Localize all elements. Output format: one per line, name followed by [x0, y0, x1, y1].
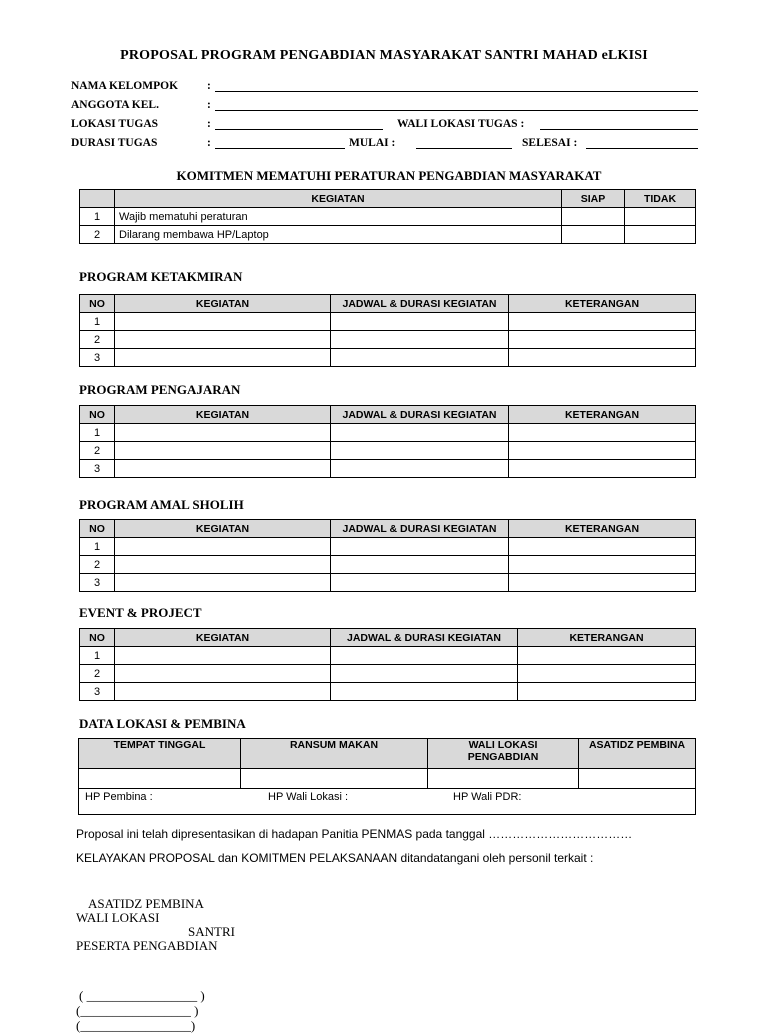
- kegiatan-cell[interactable]: [115, 460, 331, 478]
- jadwal-cell[interactable]: [331, 424, 509, 442]
- keterangan-cell[interactable]: [509, 538, 696, 556]
- komitmen-title: KOMITMEN MEMATUHI PERATURAN PENGABDIAN MASYARAKAT: [176, 168, 602, 183]
- kegiatan-cell[interactable]: [115, 574, 331, 592]
- kegiatan-cell[interactable]: [115, 683, 331, 701]
- nama-kelompok-label: NAMA KELOMPOK: [71, 80, 179, 92]
- header-jadwal: JADWAL & DURASI KEGIATAN: [331, 629, 518, 647]
- lokasi-field[interactable]: [215, 118, 383, 130]
- approval-statement: KELAYAKAN PROPOSAL dan KOMITMEN PELAKSANAAN ditandatangani oleh personil terkait :: [76, 851, 594, 865]
- jadwal-cell[interactable]: [331, 460, 509, 478]
- anggota-label: ANGGOTA KEL.: [71, 99, 159, 111]
- table-row: [80, 683, 696, 701]
- nama-kelompok-field[interactable]: [215, 80, 698, 92]
- header-jadwal: JADWAL & DURASI KEGIATAN: [331, 520, 509, 538]
- signatory-asatidz: ASATIDZ PEMBINA: [88, 896, 204, 911]
- durasi-label: DURASI TUGAS: [71, 137, 158, 149]
- header-tidak: TIDAK: [625, 190, 696, 208]
- pengajaran-title: PROGRAM PENGAJARAN: [79, 382, 241, 397]
- header-kegiatan: KEGIATAN: [115, 629, 331, 647]
- hp-pembina-label: HP Pembina :: [85, 791, 153, 803]
- kegiatan-cell: Dilarang membawa HP/Laptop: [115, 226, 562, 244]
- table-row: [80, 665, 696, 683]
- selesai-field[interactable]: [586, 137, 698, 149]
- row-number: 1: [80, 208, 115, 226]
- table-row: [80, 226, 696, 244]
- header-kegiatan: KEGIATAN: [115, 520, 331, 538]
- signature-line[interactable]: (_________________): [76, 1018, 196, 1033]
- table-row: [80, 460, 696, 478]
- table-row: [80, 647, 696, 665]
- header-keterangan: KETERANGAN: [509, 520, 696, 538]
- header-asatidz-pembina: ASATIDZ PEMBINA: [579, 739, 696, 769]
- ransum-makan-cell[interactable]: [241, 769, 428, 789]
- event-table: [79, 628, 696, 701]
- table-row: [80, 424, 696, 442]
- row-number: 1: [80, 313, 115, 331]
- row-number: 3: [80, 683, 115, 701]
- header-kegiatan: KEGIATAN: [115, 295, 331, 313]
- colon: :: [207, 99, 211, 111]
- row-number: 1: [80, 424, 115, 442]
- jadwal-cell[interactable]: [331, 349, 509, 367]
- lokasi-label: LOKASI TUGAS: [71, 118, 159, 130]
- kegiatan-cell[interactable]: [115, 313, 331, 331]
- durasi-field[interactable]: [215, 137, 345, 149]
- amal-title: PROGRAM AMAL SHOLIH: [79, 497, 244, 512]
- kegiatan-cell[interactable]: [115, 647, 331, 665]
- keterangan-cell[interactable]: [509, 349, 696, 367]
- kegiatan-cell: Wajib mematuhi peraturan: [115, 208, 562, 226]
- wali-lokasi-cell[interactable]: [428, 769, 579, 789]
- lokasi-row: [71, 118, 701, 134]
- table-row: [80, 208, 696, 226]
- signature-line[interactable]: (_________________ ): [76, 1003, 199, 1018]
- jadwal-cell[interactable]: [331, 683, 518, 701]
- kegiatan-cell[interactable]: [115, 556, 331, 574]
- document-title: PROPOSAL PROGRAM PENGABDIAN MASYARAKAT SANTRI MAHAD eLKISI: [120, 48, 648, 63]
- tidak-cell[interactable]: [625, 226, 696, 244]
- row-number: 3: [80, 349, 115, 367]
- header-kegiatan: KEGIATAN: [115, 406, 331, 424]
- header-no: NO: [80, 520, 115, 538]
- colon: :: [207, 137, 211, 149]
- signatory-santri: SANTRI: [188, 924, 235, 939]
- hp-row: [79, 789, 696, 815]
- keterangan-cell[interactable]: [518, 665, 696, 683]
- row-number: 3: [80, 574, 115, 592]
- hp-wali-lokasi-label: HP Wali Lokasi :: [268, 791, 349, 803]
- header-ransum-makan: RANSUM MAKAN: [241, 739, 428, 769]
- keterangan-cell[interactable]: [518, 647, 696, 665]
- kegiatan-cell[interactable]: [115, 538, 331, 556]
- ketakmiran-table: [79, 294, 696, 367]
- wali-lokasi-field[interactable]: [540, 118, 698, 130]
- jadwal-cell[interactable]: [331, 574, 509, 592]
- keterangan-cell[interactable]: [509, 313, 696, 331]
- jadwal-cell[interactable]: [331, 331, 509, 349]
- header-no: NO: [80, 295, 115, 313]
- header-kegiatan: KEGIATAN: [115, 190, 562, 208]
- keterangan-cell[interactable]: [509, 556, 696, 574]
- header-keterangan: KETERANGAN: [518, 629, 696, 647]
- ketakmiran-title: PROGRAM KETAKMIRAN: [79, 269, 243, 284]
- lokasi-pembina-table: [78, 738, 696, 815]
- header-keterangan: KETERANGAN: [509, 295, 696, 313]
- jadwal-cell[interactable]: [331, 556, 509, 574]
- siap-cell[interactable]: [562, 226, 625, 244]
- row-number: 3: [80, 460, 115, 478]
- table-row: [79, 789, 696, 815]
- header-no-empty: [80, 190, 115, 208]
- jadwal-cell[interactable]: [331, 538, 509, 556]
- tempat-tinggal-cell[interactable]: [79, 769, 241, 789]
- header-no: NO: [80, 406, 115, 424]
- event-title: EVENT & PROJECT: [79, 605, 202, 620]
- table-row: [79, 769, 696, 789]
- siap-cell[interactable]: [562, 208, 625, 226]
- jadwal-cell[interactable]: [331, 313, 509, 331]
- wali-lokasi-label: WALI LOKASI TUGAS :: [397, 118, 525, 130]
- anggota-row: [71, 99, 701, 115]
- anggota-field[interactable]: [215, 99, 698, 111]
- nama-kelompok-row: [71, 80, 701, 96]
- mulai-field[interactable]: [416, 137, 512, 149]
- row-number: 2: [80, 556, 115, 574]
- table-row: [80, 538, 696, 556]
- hp-wali-pdr-label: HP Wali PDR:: [453, 791, 522, 803]
- colon: :: [207, 80, 211, 92]
- signature-line[interactable]: ( _________________ ): [79, 988, 205, 1003]
- komitmen-table: [79, 189, 696, 244]
- asatidz-pembina-cell[interactable]: [579, 769, 696, 789]
- row-number: 1: [80, 647, 115, 665]
- header-siap: SIAP: [562, 190, 625, 208]
- row-number: 2: [80, 331, 115, 349]
- keterangan-cell[interactable]: [509, 574, 696, 592]
- header-wali-lokasi: WALI LOKASI PENGABDIAN: [428, 739, 579, 769]
- row-number: 1: [80, 538, 115, 556]
- kegiatan-cell[interactable]: [115, 665, 331, 683]
- presentation-statement: Proposal ini telah dipresentasikan di hadapan Panitia PENMAS pada tanggal ………………………………: [76, 827, 633, 841]
- table-row: [80, 556, 696, 574]
- selesai-label: SELESAI :: [522, 137, 578, 149]
- kegiatan-cell[interactable]: [115, 424, 331, 442]
- kegiatan-cell[interactable]: [115, 349, 331, 367]
- lokasi-pembina-title: DATA LOKASI & PEMBINA: [79, 716, 246, 731]
- keterangan-cell[interactable]: [509, 442, 696, 460]
- table-row: [80, 574, 696, 592]
- table-row: [80, 313, 696, 331]
- colon: :: [207, 118, 211, 130]
- keterangan-cell[interactable]: [509, 460, 696, 478]
- jadwal-cell[interactable]: [331, 442, 509, 460]
- keterangan-cell[interactable]: [509, 331, 696, 349]
- tidak-cell[interactable]: [625, 208, 696, 226]
- jadwal-cell[interactable]: [331, 647, 518, 665]
- row-number: 2: [80, 665, 115, 683]
- durasi-row: [71, 137, 701, 153]
- jadwal-cell[interactable]: [331, 665, 518, 683]
- mulai-label: MULAI :: [349, 137, 396, 149]
- header-tempat-tinggal: TEMPAT TINGGAL: [79, 739, 241, 769]
- kegiatan-cell[interactable]: [115, 442, 331, 460]
- row-number: 2: [80, 226, 115, 244]
- header-keterangan: KETERANGAN: [509, 406, 696, 424]
- row-number: 2: [80, 442, 115, 460]
- header-jadwal: JADWAL & DURASI KEGIATAN: [331, 406, 509, 424]
- amal-table: [79, 519, 696, 592]
- pengajaran-table: [79, 405, 696, 478]
- table-row: [80, 442, 696, 460]
- kegiatan-cell[interactable]: [115, 331, 331, 349]
- signatory-wali: WALI LOKASI: [76, 910, 160, 925]
- keterangan-cell[interactable]: [509, 424, 696, 442]
- table-row: [80, 331, 696, 349]
- keterangan-cell[interactable]: [518, 683, 696, 701]
- table-row: [80, 349, 696, 367]
- signatory-peserta: PESERTA PENGABDIAN: [76, 938, 218, 953]
- header-jadwal: JADWAL & DURASI KEGIATAN: [331, 295, 509, 313]
- header-no: NO: [80, 629, 115, 647]
